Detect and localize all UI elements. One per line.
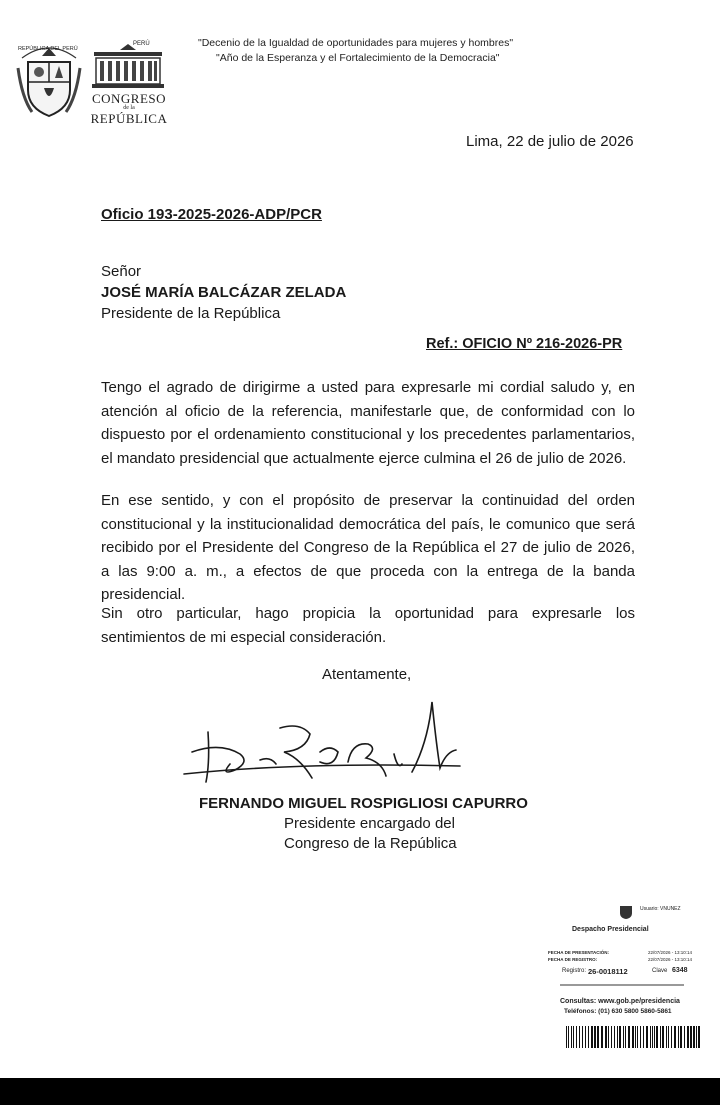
stamp-clave-label: Clave: [652, 968, 668, 974]
oficio-number: Oficio 193-2025-2026-ADP/PCR: [101, 206, 322, 223]
barcode: [566, 1026, 702, 1048]
congreso-wordmark: [88, 92, 170, 125]
stamp-fecha-presentacion-value: 22/07/2026 - 13:10:14: [648, 950, 693, 955]
congreso-building-icon: [90, 44, 166, 90]
signer-title-line-2: Congreso de la República: [284, 835, 457, 852]
stamp-consultas: Consultas: www.gob.pe/presidencia: [560, 998, 680, 1005]
motto-line-2: "Año de la Esperanza y el Fortalecimiento de la Democracia": [216, 52, 500, 64]
stamp-note-line: [560, 984, 684, 986]
recipient-salutation: Señor: [101, 263, 142, 280]
letter-date: Lima, 22 de julio de 2026: [466, 133, 634, 150]
stamp-clave-value: 6348: [672, 967, 688, 974]
stamp-fecha-registro-label: FECHA DE REGISTRO:: [548, 957, 598, 962]
congreso-line-1: CONGRESO: [91, 91, 167, 106]
recipient-block: [101, 261, 346, 324]
stamp-fecha-presentacion-label: FECHA DE PRESENTACIÓN:: [548, 950, 610, 955]
emblem-text: REPÚBLICA DEL PERÚ: [18, 46, 78, 52]
peru-label: PERÚ: [133, 41, 150, 47]
recipient-title: Presidente de la República: [101, 305, 281, 322]
stamp-registro-label: Registro:: [562, 968, 587, 974]
congreso-line-3: REPÚBLICA: [90, 111, 168, 126]
reference-line: Ref.: OFICIO Nº 216-2026-PR: [426, 336, 623, 352]
stamp-user: Usuario: VNUNEZ: [640, 906, 681, 912]
stamp-emblem-icon: [618, 904, 634, 920]
body-paragraph-1: Tengo el agrado de dirigirme a usted para expresarle mi cordial saludo y, en atención al oficio de la referencia, manifestarle que, de conformidad con lo dispuesto por el ordenamiento constitucional y los precedentes parlamentarios, el mandato presidencial que actualmente ejerce culmina el 26 de julio de 2026.: [101, 379, 635, 467]
signer-name: FERNANDO MIGUEL ROSPIGLIOSI CAPURRO: [199, 795, 528, 812]
stamp-fecha-registro-value: 22/07/2026 - 13:10:14: [648, 957, 693, 962]
motto-line-1: "Decenio de la Igualdad de oportunidades para mujeres y hombres": [198, 37, 514, 49]
body-paragraph-3: Sin otro particular, hago propicia la oportunidad para expresarle los sentimientos de mi especial consideración.: [101, 605, 635, 646]
bottom-bar: [0, 1078, 720, 1105]
body-paragraph-2: En ese sentido, y con el propósito de preservar la continuidad del orden constitucional y la institucionalidad democrática del país, le comunico que será recibido por el Presidente del Congreso de la República el 27 de julio de 2026, a las 9:00 a. m., a efectos de que proceda con la entrega de la banda presidencial.: [101, 492, 635, 603]
closing: Atentamente,: [322, 666, 412, 683]
handwritten-signature: [180, 692, 470, 792]
recipient-name: JOSÉ MARÍA BALCÁZAR ZELADA: [101, 284, 347, 301]
congreso-line-2: de la: [123, 105, 135, 111]
stamp-registro-value: 26-0018112: [588, 967, 628, 976]
reception-stamp: [530, 900, 710, 1070]
signer-title-line-1: Presidente encargado del: [284, 815, 455, 832]
stamp-telefonos: Teléfonos: (01) 630 5800 5860-5861: [564, 1008, 672, 1015]
stamp-office: Despacho Presidencial: [572, 926, 649, 933]
